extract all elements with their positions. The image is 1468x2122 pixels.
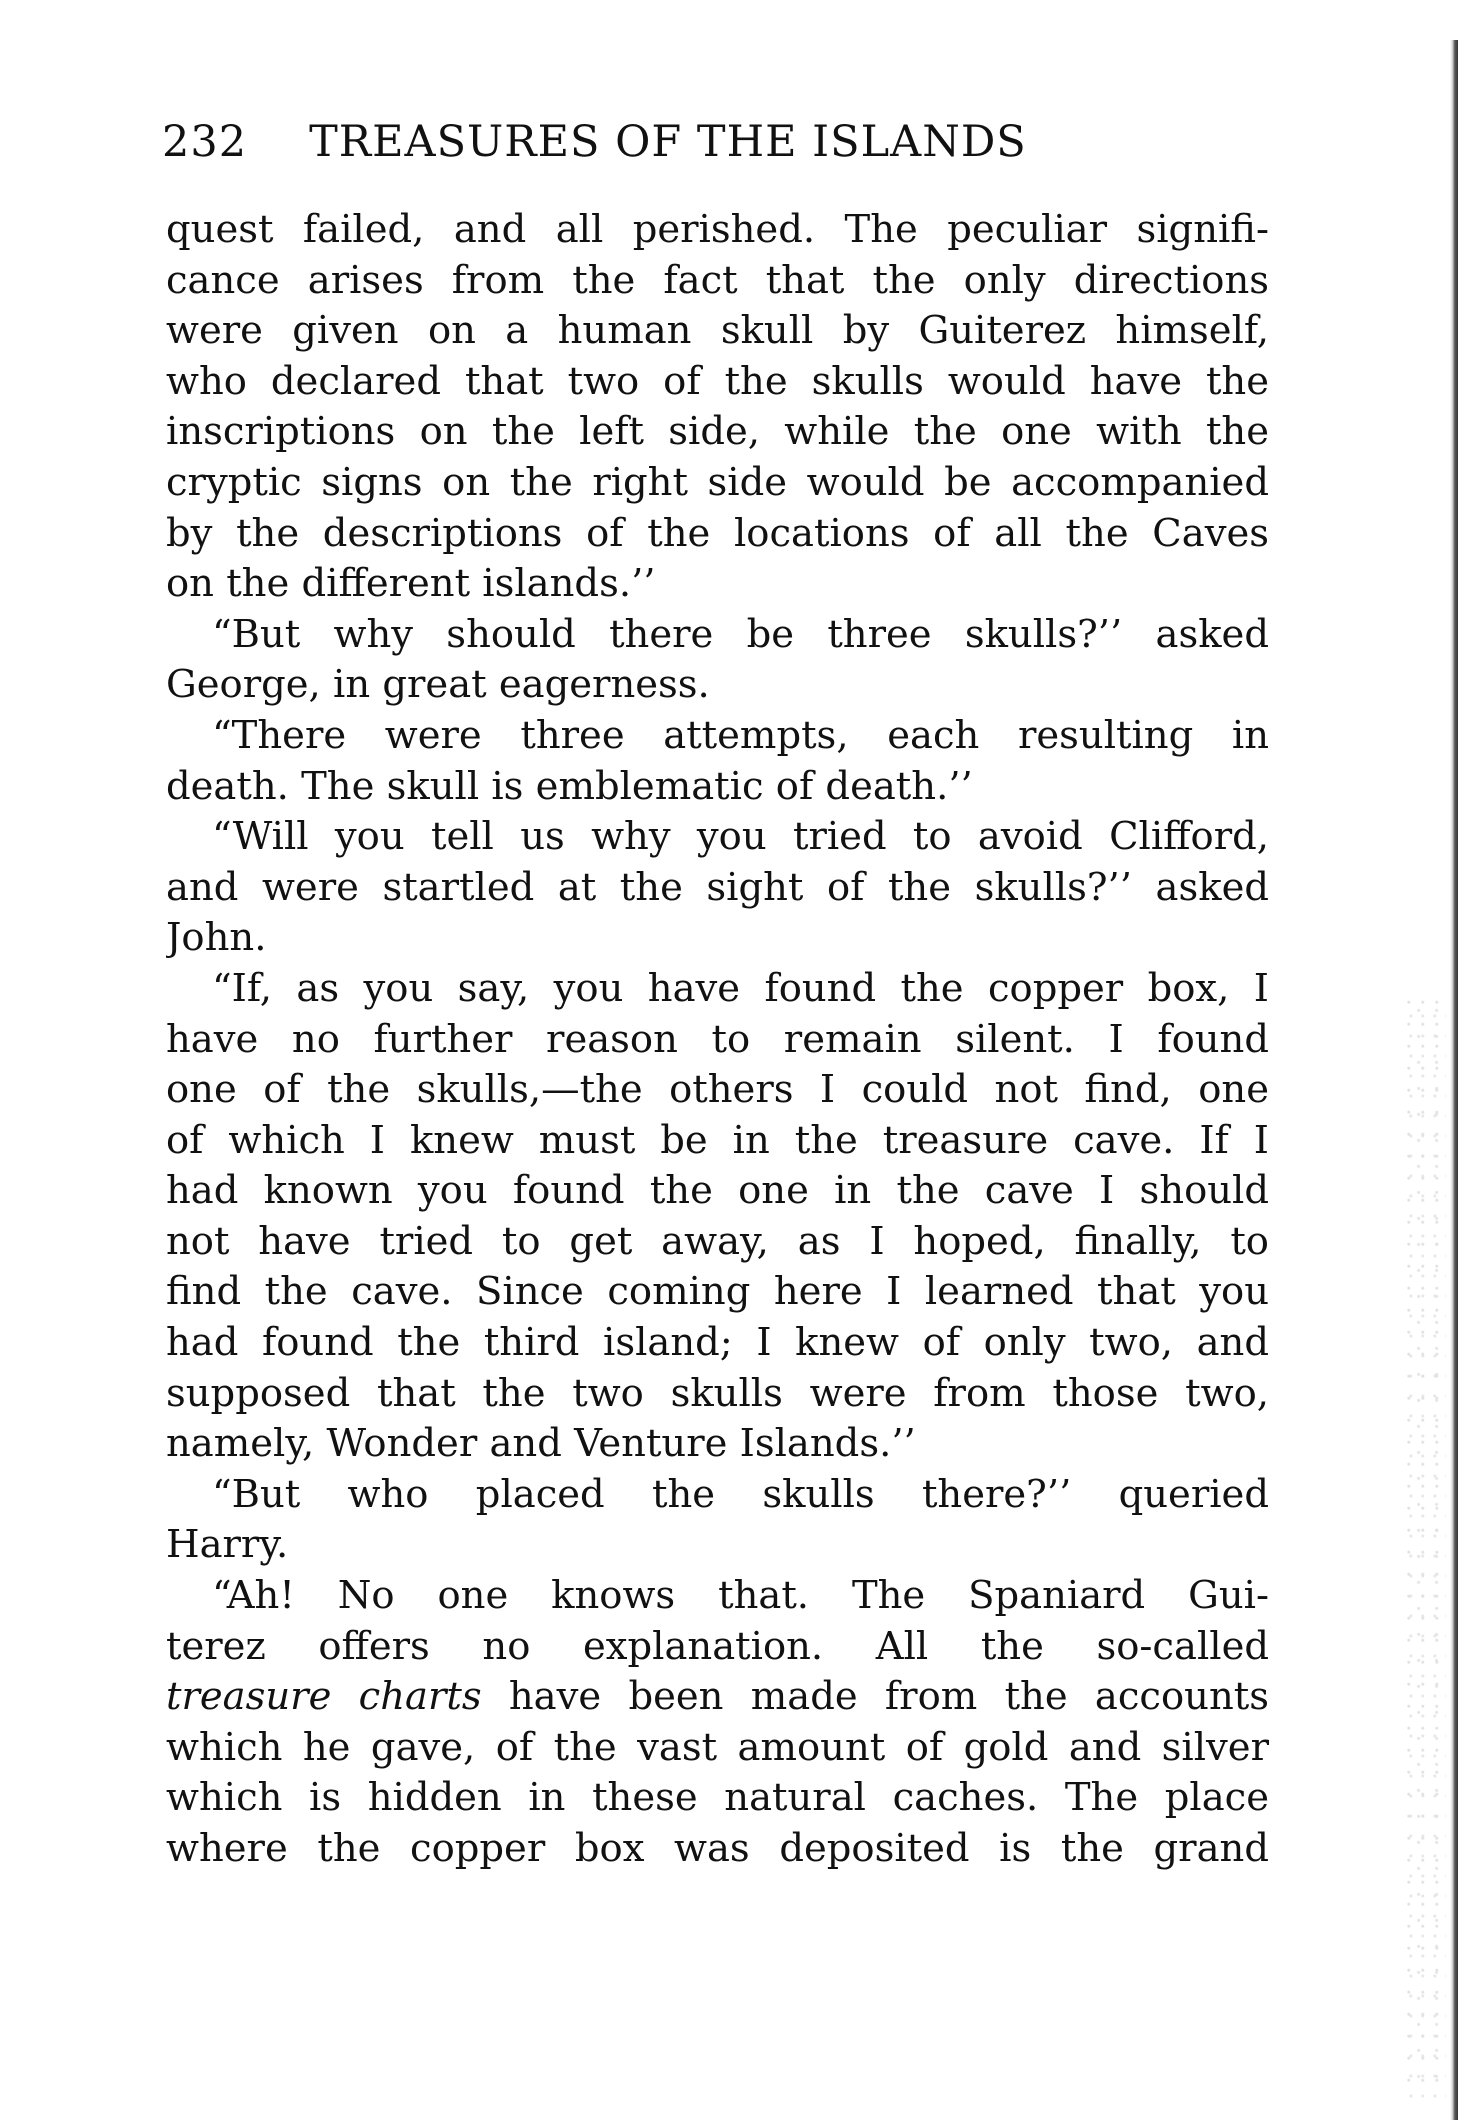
text-line: quest failed, and all perished. The peculiar signifi- bbox=[166, 207, 1269, 252]
text-line: where the copper box was deposited is the grand bbox=[166, 1826, 1269, 1871]
text-line: Harry. bbox=[166, 1522, 289, 1568]
text-line: had found the third island; I knew of only two, and bbox=[166, 1320, 1269, 1366]
text-line: “If, as you say, you have found the copper box, I bbox=[212, 965, 1269, 1011]
text-line: death. The skull is emblematic of death.’’ bbox=[166, 763, 973, 809]
text-line: find the cave. Since coming here I learned that you bbox=[166, 1269, 1269, 1315]
text-line: “Ah! No one knows that. The Spaniard Gui- bbox=[212, 1573, 1269, 1619]
text-line: which is hidden in these natural caches. The place bbox=[166, 1775, 1269, 1821]
running-title: TREASURES OF THE ISLANDS bbox=[309, 117, 1027, 167]
text-line: by the descriptions of the locations of all the Caves bbox=[166, 510, 1269, 556]
body-text bbox=[166, 205, 1269, 1875]
binding-edge-shadow bbox=[1450, 40, 1458, 2120]
text-line: not have tried to get away, as I hoped, finally, to bbox=[166, 1218, 1269, 1264]
page-number: 232 bbox=[162, 117, 248, 167]
italic-phrase: treasure charts bbox=[166, 1674, 482, 1720]
text-line: inscriptions on the left side, while the one with the bbox=[166, 409, 1269, 455]
running-header bbox=[162, 112, 1272, 172]
text-line: supposed that the two skulls were from those two, bbox=[166, 1370, 1269, 1416]
text-line: cance arises from the fact that the only directions bbox=[166, 257, 1269, 303]
text-line: “There were three attempts, each resulting in bbox=[212, 712, 1269, 758]
text-line: John. bbox=[166, 915, 267, 961]
text-line: of which I knew must be in the treasure cave. If I bbox=[166, 1117, 1269, 1163]
text-line: which he gave, of the vast amount of gold and silver bbox=[166, 1724, 1269, 1770]
text-line: “Will you tell us why you tried to avoid Clifford, bbox=[212, 814, 1269, 860]
text-line: cryptic signs on the right side would be accompanied bbox=[166, 459, 1269, 505]
text-line: terez offers no explanation. All the so-called bbox=[166, 1623, 1269, 1669]
text-line: one of the skulls,—the others I could not find, one bbox=[166, 1067, 1269, 1113]
text-line: and were startled at the sight of the skulls?’’ asked bbox=[166, 864, 1269, 910]
text-line: “But why should there be three skulls?’’ asked bbox=[212, 611, 1269, 657]
text-line bbox=[166, 1672, 1269, 1723]
text-line: who declared that two of the skulls would have the bbox=[166, 358, 1269, 404]
text-line-rest: have been made from the accounts bbox=[481, 1674, 1269, 1720]
text-line: “But who placed the skulls there?’’ queried bbox=[212, 1471, 1269, 1517]
text-line: have no further reason to remain silent. I found bbox=[166, 1016, 1269, 1062]
text-line: George, in great eagerness. bbox=[166, 662, 710, 708]
text-line: namely, Wonder and Venture Islands.’’ bbox=[166, 1421, 916, 1467]
text-line: were given on a human skull by Guiterez himself, bbox=[166, 308, 1269, 354]
text-line: on the different islands.’’ bbox=[166, 561, 656, 607]
text-line: had known you found the one in the cave I should bbox=[166, 1168, 1269, 1214]
page-speckle bbox=[1406, 1000, 1446, 2100]
